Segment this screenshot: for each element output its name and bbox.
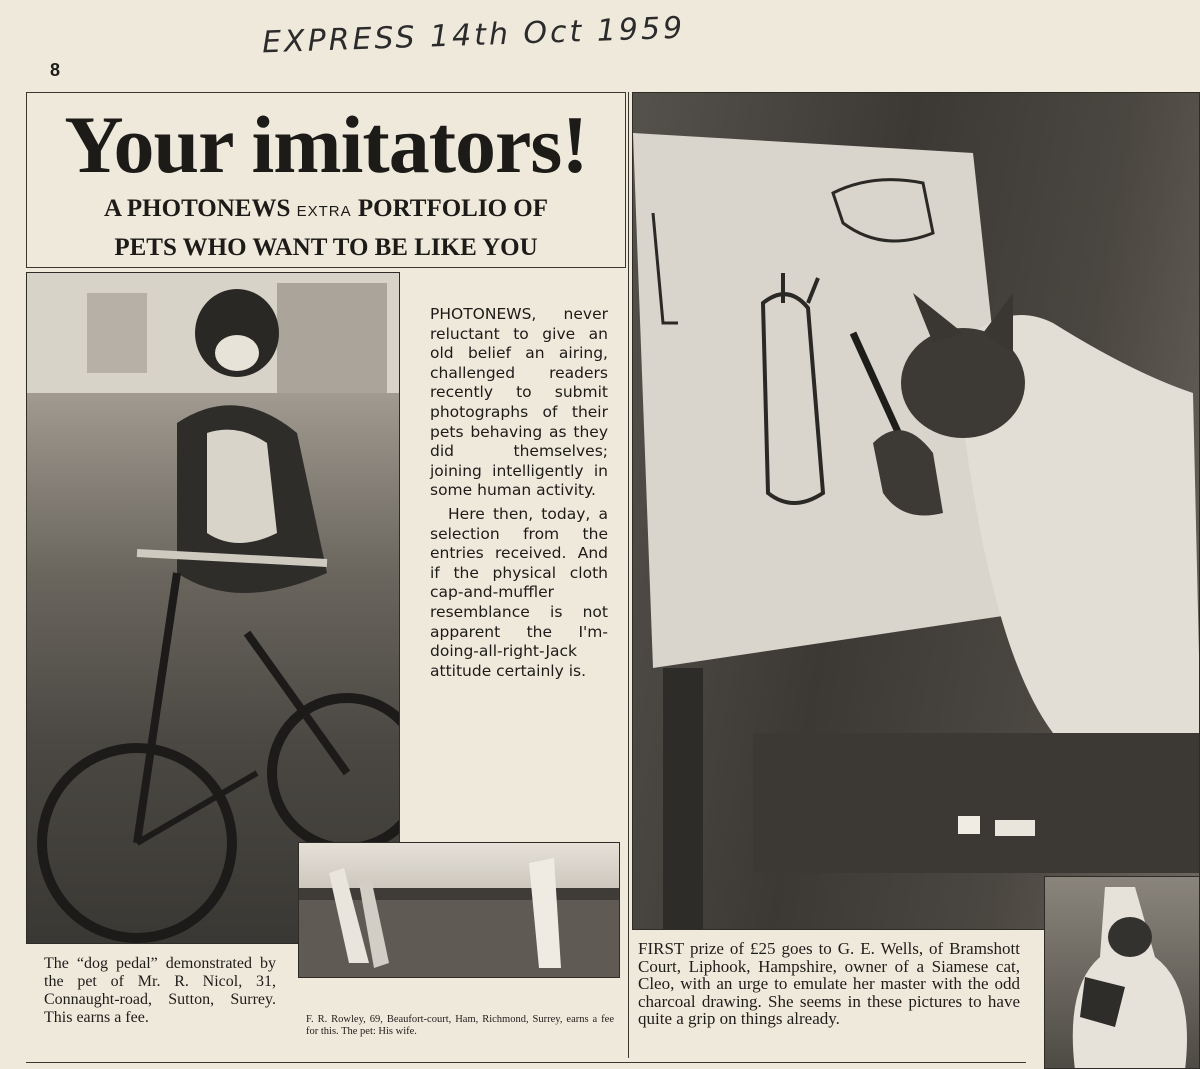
siamese-cat-second-photo	[1044, 876, 1200, 1069]
legs-in-water-photo	[298, 842, 620, 978]
cat-photo-caption: FIRST prize of £25 goes to G. E. Wells, of Bramshott Court, Liphook, Hampshire, owner of a Siamese cat, Cleo, with an urge to emulate her master with the odd charcoal drawing. She seems in these pictures to have quite a grip on things already.	[638, 939, 1020, 1028]
cat-easel-illustration	[633, 93, 1200, 930]
article-paragraph-1: PHOTONEWS, never reluctant to give an old belief an airing, challenged readers recently to submit photographs of their pets behaving as they did themselves; joining intelligently in some human activity.	[430, 305, 608, 500]
subheadline-part1: A PHOTONEWS	[103, 195, 291, 222]
dog-photo-caption: The “dog pedal” demonstrated by the pet of Mr. R. Nicol, 31, Connaught-road, Sutton, Surrey. This earns a fee.	[44, 955, 276, 1026]
subheadline-extra: EXTRA	[296, 203, 352, 220]
water-photo-caption: F. R. Rowley, 69, Beaufort-court, Ham, Richmond, Surrey, earns a fee for this. The pet: His wife.	[306, 1014, 614, 1037]
headline-box	[26, 92, 626, 268]
subheadline-part2: PORTFOLIO OF	[357, 195, 548, 222]
cat-closeup-illustration	[1045, 877, 1200, 1069]
page-number: 8	[50, 60, 61, 80]
subheadline	[27, 191, 625, 266]
siamese-cat-drawing-photo	[632, 92, 1200, 930]
article-body	[430, 305, 608, 681]
subheadline-line2: PETS WHO WANT TO BE LIKE YOU	[114, 234, 538, 261]
headline: Your imitators!	[64, 99, 588, 190]
bottom-rule	[26, 1062, 1026, 1063]
water-scene-illustration	[299, 843, 620, 978]
article-paragraph-2: Here then, today, a selection from the entries received. And if the physical cloth cap-and-muffler resemblance is not apparent the I'm-doing-all-right-Jack attitude certainly is.	[430, 504, 608, 680]
handwritten-date-note: EXPRESS 14th Oct 1959	[261, 10, 686, 61]
column-divider	[628, 92, 629, 1058]
